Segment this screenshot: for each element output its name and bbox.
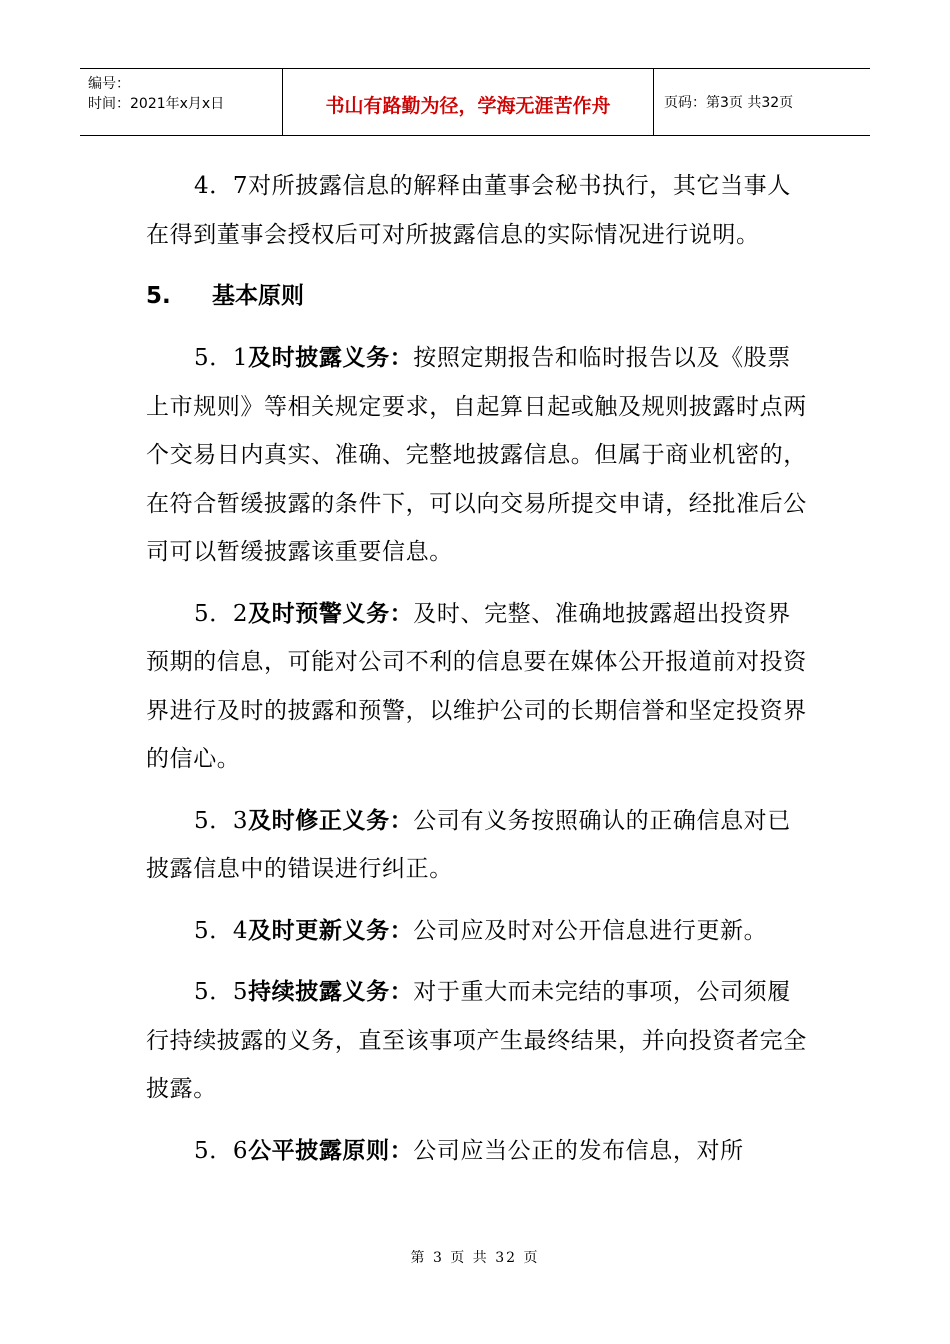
clause-text: 对于重大而未完结的事项，公司须履行持续披露的义务，直至该事项产生最终结果，并向投资者完全披露。 bbox=[146, 979, 807, 1102]
page-footer: 第 3 页 共 32 页 bbox=[410, 1250, 540, 1266]
clause-lead: 公平披露原则： bbox=[248, 1137, 414, 1164]
section-heading-5 bbox=[146, 272, 810, 320]
paragraph-5-3 bbox=[146, 797, 810, 894]
clause-text: 及时、完整、准确地披露超出投资界预期的信息，可能对公司不利的信息要在媒体公开报道前对投资界进行及时的披露和预警，以维护公司的长期信誉和坚定投资界的信心。 bbox=[146, 600, 807, 772]
section-number: 5. bbox=[146, 283, 171, 309]
clause-number: 5．3 bbox=[194, 807, 249, 834]
clause-number: 5．2 bbox=[194, 600, 249, 627]
paragraph-5-2 bbox=[146, 590, 810, 784]
header-motto: 书山有路勤为径，学海无涯苦作舟 bbox=[282, 69, 654, 135]
paragraph-5-1 bbox=[146, 334, 810, 577]
clause-number: 5．4 bbox=[194, 917, 249, 944]
clause-number: 5．1 bbox=[194, 345, 249, 371]
clause-text: 公司应及时对公开信息进行更新。 bbox=[413, 917, 768, 944]
document-number-label: 编号： bbox=[88, 76, 130, 92]
document-body bbox=[146, 162, 810, 1188]
clause-number: 5．6 bbox=[194, 1137, 249, 1164]
header-table bbox=[80, 68, 870, 136]
section-title: 基本原则 bbox=[212, 283, 304, 309]
clause-text: 公司应当公正的发布信息，对所 bbox=[413, 1137, 744, 1164]
clause-lead: 及时更新义务： bbox=[248, 917, 414, 944]
clause-lead: 及时修正义务： bbox=[248, 807, 414, 834]
clause-text: 公司有义务按照确认的正确信息对已披露信息中的错误进行纠正。 bbox=[146, 807, 791, 882]
header-left-cell bbox=[80, 69, 282, 135]
clause-text: 按照定期报告和临时报告以及《股票上市规则》等相关规定要求，自起算日起或触及规则披露时点两个交易日内真实、准确、完整地披露信息。但属于商业机密的，在符合暂缓披露的条件下，可以向交易所提交申请，经批准后公司可以暂缓披露该重要信息。 bbox=[146, 345, 807, 565]
clause-lead: 及时预警义务： bbox=[248, 600, 414, 627]
paragraph-4-7: 4．7对所披露信息的解释由董事会秘书执行，其它当事人在得到董事会授权后可对所披露信息的实际情况进行说明。 bbox=[146, 173, 791, 248]
clause-lead: 持续披露义务： bbox=[248, 979, 414, 1005]
header-page-info: 页码：第3页 共32页 bbox=[664, 95, 794, 111]
clause-number: 5．5 bbox=[194, 979, 249, 1005]
clause-lead: 及时披露义务： bbox=[248, 345, 414, 371]
paragraph-5-4 bbox=[146, 907, 810, 956]
paragraph-5-6 bbox=[146, 1127, 810, 1176]
document-date: 时间：2021年x月x日 bbox=[88, 96, 225, 112]
paragraph-5-5 bbox=[146, 968, 810, 1114]
